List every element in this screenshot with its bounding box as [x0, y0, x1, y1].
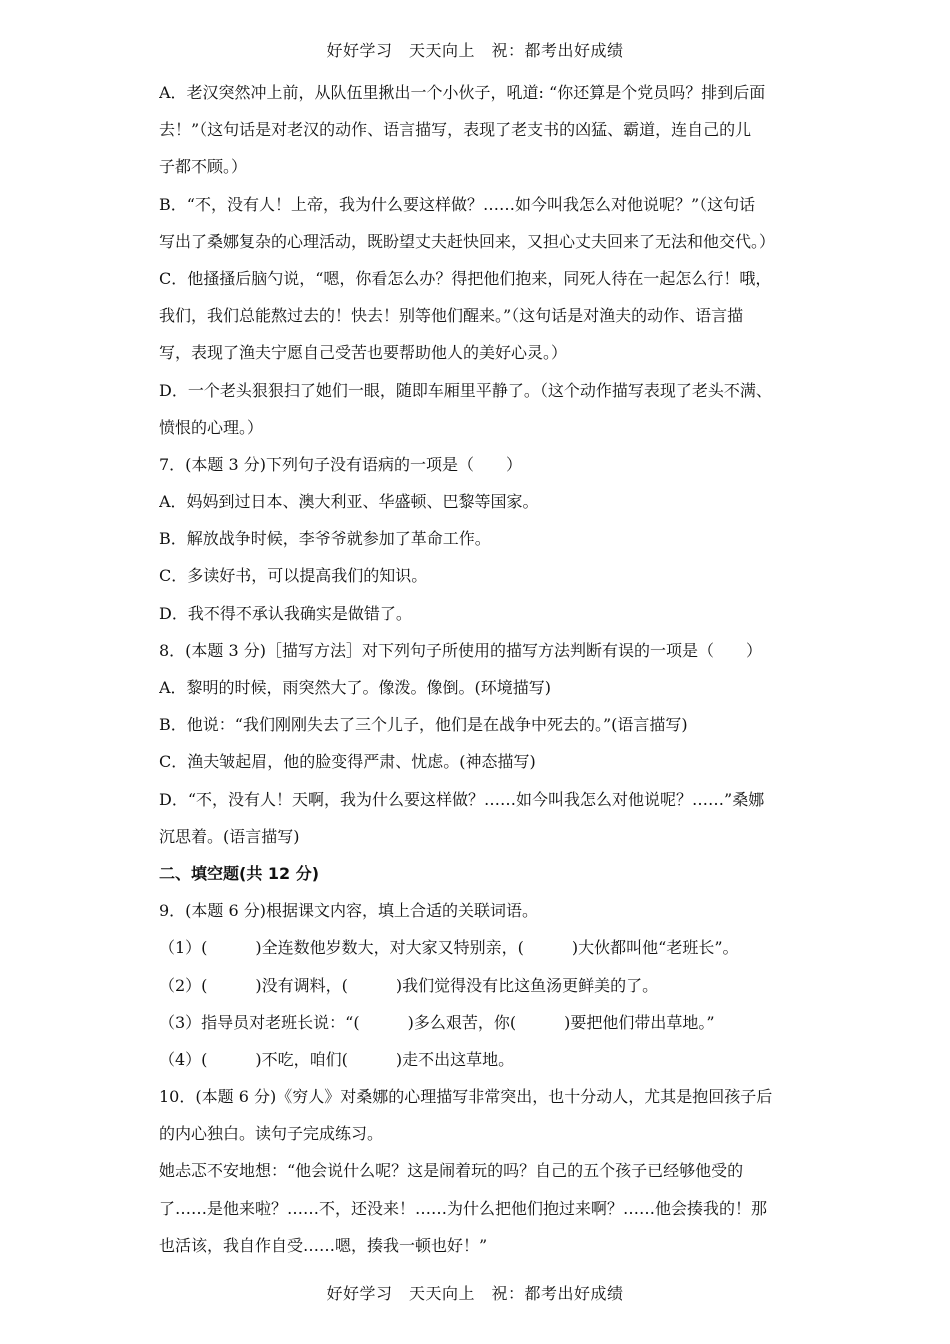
question-8: 8．(本题 3 分)［描写方法］对下列句子所使用的描写方法判断有误的一项是（ ）: [159, 640, 763, 660]
option-d: D．我不得不承认我确实是做错了。: [159, 603, 412, 623]
blank-item-2: （2）( )没有调料，( )我们觉得没有比这鱼汤更鲜美的了。: [159, 975, 659, 995]
option-d: D．“不，没有人！天啊，我为什么要这样做？……如今叫我怎么对他说呢？……”桑娜: [159, 789, 765, 809]
document-body: [159, 74, 799, 1264]
quote-line: 了……是他来啦？……不，还没来！……为什么把他们抱过来啊？……他会揍我的！那: [159, 1198, 768, 1218]
page-header: 好好学习 天天向上 祝：都考出好成绩: [326, 41, 624, 60]
question-7: 7．(本题 3 分)下列句子没有语病的一项是（ ）: [159, 454, 523, 474]
text-line: 的内心独白。读句子完成练习。: [159, 1124, 384, 1144]
blank-item-1: （1）( )全连数他岁数大，对大家又特别亲，( )大伙都叫他“老班长”。: [159, 938, 739, 958]
question-10: 10．(本题 6 分)《穷人》对桑娜的心理描写非常突出，也十分动人，尤其是抱回孩子后: [159, 1087, 773, 1107]
option-c: C．多读好书，可以提高我们的知识。: [159, 566, 428, 586]
blank-item-3: （3）指导员对老班长说：“( )多么艰苦，你( )要把他们带出草地。”: [159, 1012, 715, 1032]
section-heading: 二、填空题(共 12 分): [159, 863, 320, 883]
option-a: A．黎明的时候，雨突然大了。像泼。像倒。(环境描写): [159, 678, 552, 697]
option-a: A．妈妈到过日本、澳大利亚、华盛顿、巴黎等国家。: [159, 492, 539, 512]
text-line: 去！”（这句话是对老汉的动作、语言描写，表现了老支书的凶猛、霸道，连自己的儿: [159, 120, 752, 140]
quote-line: 她忐忑不安地想：“他会说什么呢？这是闹着玩的吗？自己的五个孩子已经够他受的: [159, 1161, 744, 1181]
text-line: B．“不，没有人！上帝，我为什么要这样做？……如今叫我怎么对他说呢？”（这句话: [159, 194, 756, 214]
text-line: A．老汉突然冲上前，从队伍里揪出一个小伙子，吼道: “你还算是个党员吗？排到后面: [159, 83, 766, 102]
text-line: 子都不顾。）: [159, 157, 248, 177]
option-b: B．他说：“我们刚刚失去了三个儿子，他们是在战争中死去的。”(语言描写): [159, 715, 688, 735]
text-line: 沉思着。(语言描写): [159, 826, 300, 846]
text-line: D．一个老头狠狠扫了她们一眼，随即车厢里平静了。（这个动作描写表现了老头不满、: [159, 380, 772, 400]
quote-line: 也活该，我自作自受……嗯，揍我一顿也好！”: [159, 1235, 488, 1255]
text-line: C．他搔搔后脑勺说，“嗯，你看怎么办？得把他们抱来，同死人待在一起怎么行！哦，: [159, 268, 772, 288]
page-footer: 好好学习 天天向上 祝：都考出好成绩: [326, 1284, 624, 1303]
text-line: 愤恨的心理。）: [159, 417, 264, 437]
text-line: 我们，我们总能熬过去的！快去！别等他们醒来。”（这句话是对渔夫的动作、语言描: [159, 306, 744, 326]
blank-item-4: （4）( )不吃，咱们( )走不出这草地。: [159, 1049, 515, 1069]
option-b: B．解放战争时候，李爷爷就参加了革命工作。: [159, 529, 491, 549]
question-9: 9．(本题 6 分)根据课文内容，填上合适的关联词语。: [159, 901, 539, 921]
text-line: 写，表现了渔夫宁愿自己受苦也要帮助他人的美好心灵。）: [159, 343, 568, 363]
text-line: 写出了桑娜复杂的心理活动，既盼望丈夫赶快回来，又担心丈夫回来了无法和他交代。）: [159, 231, 776, 251]
option-c: C．渔夫皱起眉，他的脸变得严肃、忧虑。(神态描写): [159, 752, 536, 772]
